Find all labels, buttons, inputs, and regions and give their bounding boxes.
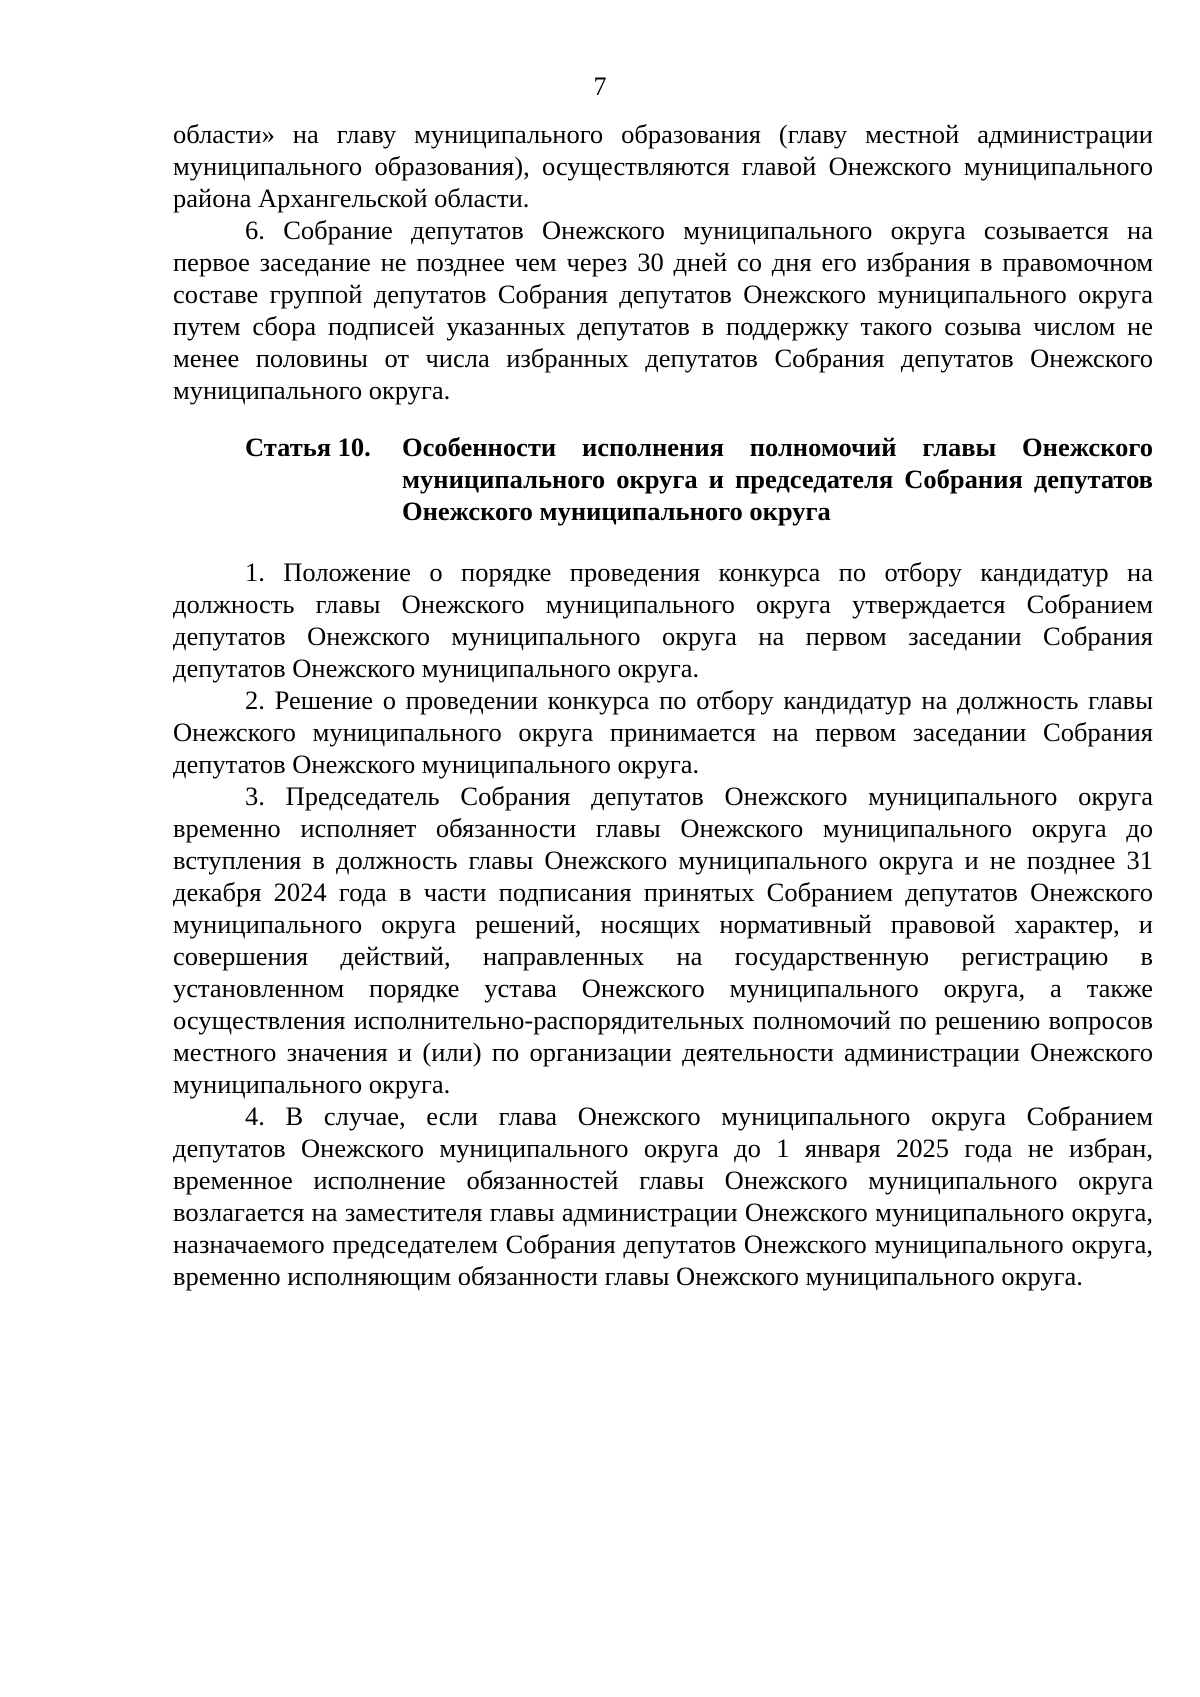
paragraph-item-3: 3. Председатель Собрания депутатов Онежского муниципального округа временно исполняет обязанности главы Онежского муниципального округа до вступления в должность главы Онежского муниципального округа и не позднее 31 декабря 2024 года в части подписания принятых Собранием депутатов Онежского муниципального округа решений, носящих нормативный правовой характер, и совершения действий, направленных на государственную регистрацию в установленном порядке устава Онежского муниципального округа, а также осуществления исполнительно-распорядительных полномочий по решению вопросов местного значения и (или) по организации деятельности администрации Онежского муниципального округа.: [173, 781, 1153, 1099]
paragraph-item-4: 4. В случае, если глава Онежского муниципального округа Собранием депутатов Онежского муниципального округа до 1 января 2025 года не избран, временное исполнение обязанностей главы Онежского муниципального округа возлагается на заместителя главы администрации Онежского муниципального округа, назначаемого председателем Собрания депутатов Онежского муниципального округа, временно исполняющим обязанности главы Онежского муниципального округа.: [173, 1101, 1153, 1291]
paragraph-item-6: 6. Собрание депутатов Онежского муниципального округа созывается на первое заседание не позднее чем через 30 дней со дня его избрания в правомочном составе группой депутатов Собрания депутатов Онежского муниципального округа путем сбора подписей указанных депутатов в поддержку такого созыва числом не менее половины от числа избранных депутатов Собрания депутатов Онежского муниципального округа.: [173, 215, 1153, 405]
page-number: 7: [593, 72, 607, 101]
paragraph-item-2: 2. Решение о проведении конкурса по отбору кандидатур на должность главы Онежского муниципального округа принимается на первом заседании Собрания депутатов Онежского муниципального округа.: [173, 685, 1153, 779]
article-title: Особенности исполнения полномочий главы Онежского муниципального округа и председателя Собрания депутатов Онежского муниципального округа: [402, 432, 1153, 526]
article-heading: [173, 431, 1153, 527]
paragraph-continuation: области» на главу муниципального образования (главу местной администрации муниципального образования), осуществляются главой Онежского муниципального района Архангельской области.: [173, 119, 1153, 213]
article-number: Статья 10.: [245, 432, 371, 462]
document-body: [173, 118, 1153, 1292]
paragraph-item-1: 1. Положение о порядке проведения конкурса по отбору кандидатур на должность главы Онежского муниципального округа утверждается Собранием депутатов Онежского муниципального округа на первом заседании Собрания депутатов Онежского муниципального округа.: [173, 557, 1153, 683]
